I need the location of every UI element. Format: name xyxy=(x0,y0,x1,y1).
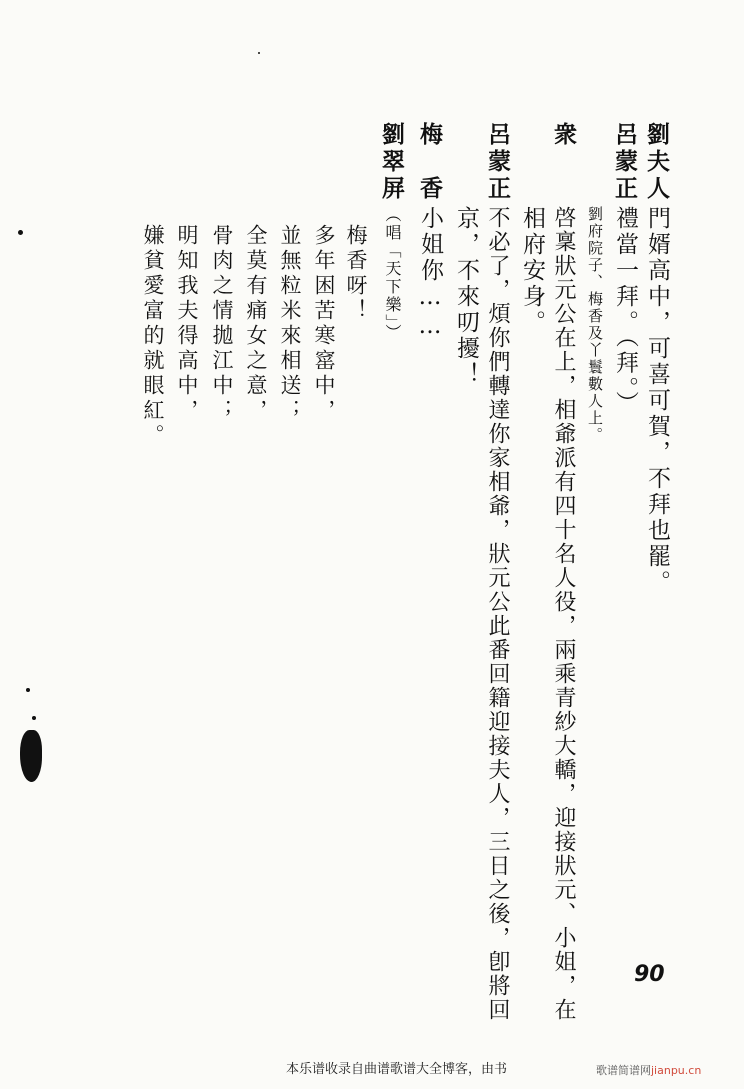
speaker-lu-mengzheng: 呂蒙正 xyxy=(484,122,511,203)
dialogue-line: 京，不來叨擾！ xyxy=(453,206,479,388)
footer-note: 本乐谱收录自曲谱歌谱大全博客，由书 xyxy=(286,1062,508,1077)
ink-speck xyxy=(258,52,260,54)
watermark-url: jianpu.cn xyxy=(651,1064,702,1077)
speaker-liu-furen: 劉夫人 xyxy=(643,122,670,203)
dialogue-line: 相府安身。 xyxy=(519,206,545,336)
speaker-lu-mengzheng: 呂蒙正 xyxy=(611,122,638,203)
dialogue-line: 禮當一拜。（拜。） xyxy=(612,206,638,417)
verse-line: 多年困苦寒窰中， xyxy=(312,224,336,424)
dialogue-line: 小姐你…… xyxy=(417,206,443,342)
verse-line: 骨肉之情拋江中； xyxy=(210,224,234,424)
dialogue-line: 不必了，煩你們轉達你家相爺，狀元公此番回籍迎接夫人，三日之後，卽將回 xyxy=(485,206,510,1022)
singing-direction: （唱「天下樂」） xyxy=(383,206,402,342)
page-number: 90 xyxy=(634,962,665,987)
verse-line: 並無粒米來相送； xyxy=(278,224,302,424)
ink-smudge xyxy=(20,730,42,782)
verse-line: 嫌貧愛富的就眼紅。 xyxy=(141,224,165,449)
speaker-mei-xiang: 梅 香 xyxy=(416,122,443,203)
verse-line: 全莫有痛女之意， xyxy=(244,224,268,424)
ink-speck xyxy=(26,688,30,692)
dialogue-line: 門婿高中，可喜可賀，不拜也罷。 xyxy=(644,206,670,596)
verse-line: 梅香呀！ xyxy=(344,224,368,324)
stage-direction: 劉府院子、梅香及丫鬟數人上。 xyxy=(586,206,604,444)
ink-speck xyxy=(32,716,36,720)
watermark xyxy=(596,1062,701,1078)
watermark-text: 歌谱简谱网 xyxy=(596,1064,651,1077)
dialogue-line: 啓稟狀元公在上，相爺派有四十名人役，兩乘青紗大轎，迎接狀元、小姐，在 xyxy=(551,206,576,1022)
verse-line: 明知我夫得高中， xyxy=(175,224,199,424)
speaker-liu-cuiping: 劉翠屏 xyxy=(378,122,405,203)
ink-speck xyxy=(18,230,23,235)
speaker-zhong: 衆 xyxy=(550,122,577,149)
